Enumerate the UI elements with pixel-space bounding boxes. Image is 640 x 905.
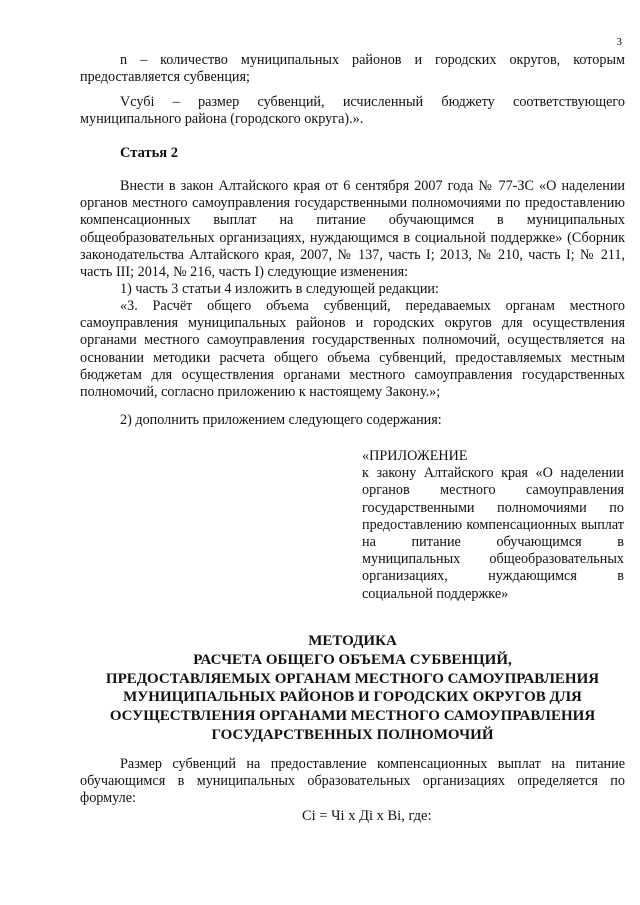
paragraph-amendment-intro xyxy=(80,178,625,281)
paragraph-part-3-body: «3. Расчёт общего объема субвенций, передаваемых органам местного самоуправления муниципальных районов и городских округов для осуществления органами местного самоуправления государственных полномочий, осуществляется на основании методики расчета общего объема субвенций, предоставляемых местным бюджетам для осуществления органами местного самоуправления государственных полномочий, согласно приложению к настоящему Закону.»; xyxy=(80,298,625,401)
article-heading: Статья 2 xyxy=(120,145,178,161)
title-line-5: ОСУЩЕСТВЛЕНИЯ ОРГАНАМИ МЕСТНОГО САМОУПРАВЛЕНИЯ xyxy=(109,708,596,725)
paragraph-n-definition xyxy=(80,52,625,86)
title-line-6: ГОСУДАРСТВЕННЫХ ПОЛНОМОЧИЙ xyxy=(211,726,494,743)
title-line-2: РАСЧЕТА ОБЩЕГО ОБЪЕМА СУБВЕНЦИЙ, xyxy=(193,651,512,668)
page-number: 3 xyxy=(616,36,622,48)
title-line-4: МУНИЦИПАЛЬНЫХ РАЙОНОВ И ГОРОДСКИХ ОКРУГОВ ДЛЯ xyxy=(123,689,582,706)
paragraph-formula-intro-text: Размер субвенций на предоставление компенсационных выплат на питание обучающимся в муниципальных образовательных организациях определяется по формуле: xyxy=(80,756,625,807)
paragraph-n-text: n – количество муниципальных районов и городских округов, которым предоставляется субвенция; xyxy=(80,52,625,86)
appendix-subtitle: к закону Алтайского края «О наделении органов местного самоуправления государственными полномочиями по предоставлению компенсационных выплат на питание обучающимся в муниципальных общеобразовательных организациях, нуждающимся в социальной поддержке» xyxy=(362,465,624,602)
paragraph-vsub-text: Vсубі – размер субвенций, исчисленный бюджету соответствующего муниципального района (городского округа).». xyxy=(80,94,625,128)
paragraph-item-1-text: 1) часть 3 статьи 4 изложить в следующей редакции: xyxy=(120,281,439,297)
appendix-block xyxy=(362,448,624,603)
paragraph-item-2-text: 2) дополнить приложением следующего содержания: xyxy=(120,412,442,428)
title-line-3: ПРЕДОСТАВЛЯЕМЫХ ОРГАНАМ МЕСТНОГО САМОУПРАВЛЕНИЯ xyxy=(105,670,600,687)
methodology-title xyxy=(80,632,625,745)
paragraph-item-1 xyxy=(80,281,625,298)
appendix-title: «ПРИЛОЖЕНИЕ xyxy=(362,448,468,464)
paragraph-vsub-definition xyxy=(80,94,625,128)
paragraph-item-2 xyxy=(80,412,625,429)
formula: Ci = Чi x Дi x Вi, где: xyxy=(302,808,432,824)
paragraph-part-3-text xyxy=(80,298,625,401)
paragraph-formula-intro xyxy=(80,756,625,808)
paragraph-amendment-text: Внести в закон Алтайского края от 6 сентября 2007 года № 77-ЗС «О наделении органов местного самоуправления государственными полномочиями по предоставлению компенсационных выплат на питание обучающимся в муниципальных общеобразовательных организациях, нуждающимся в социальной поддержке» (Сборник законодательства Алтайского края, 2007, № 137, часть I; 2013, № 210, часть I; № 211, часть III; 2014, № 216, часть I) следующие изменения: xyxy=(80,178,625,281)
title-line-1: МЕТОДИКА xyxy=(308,633,397,649)
